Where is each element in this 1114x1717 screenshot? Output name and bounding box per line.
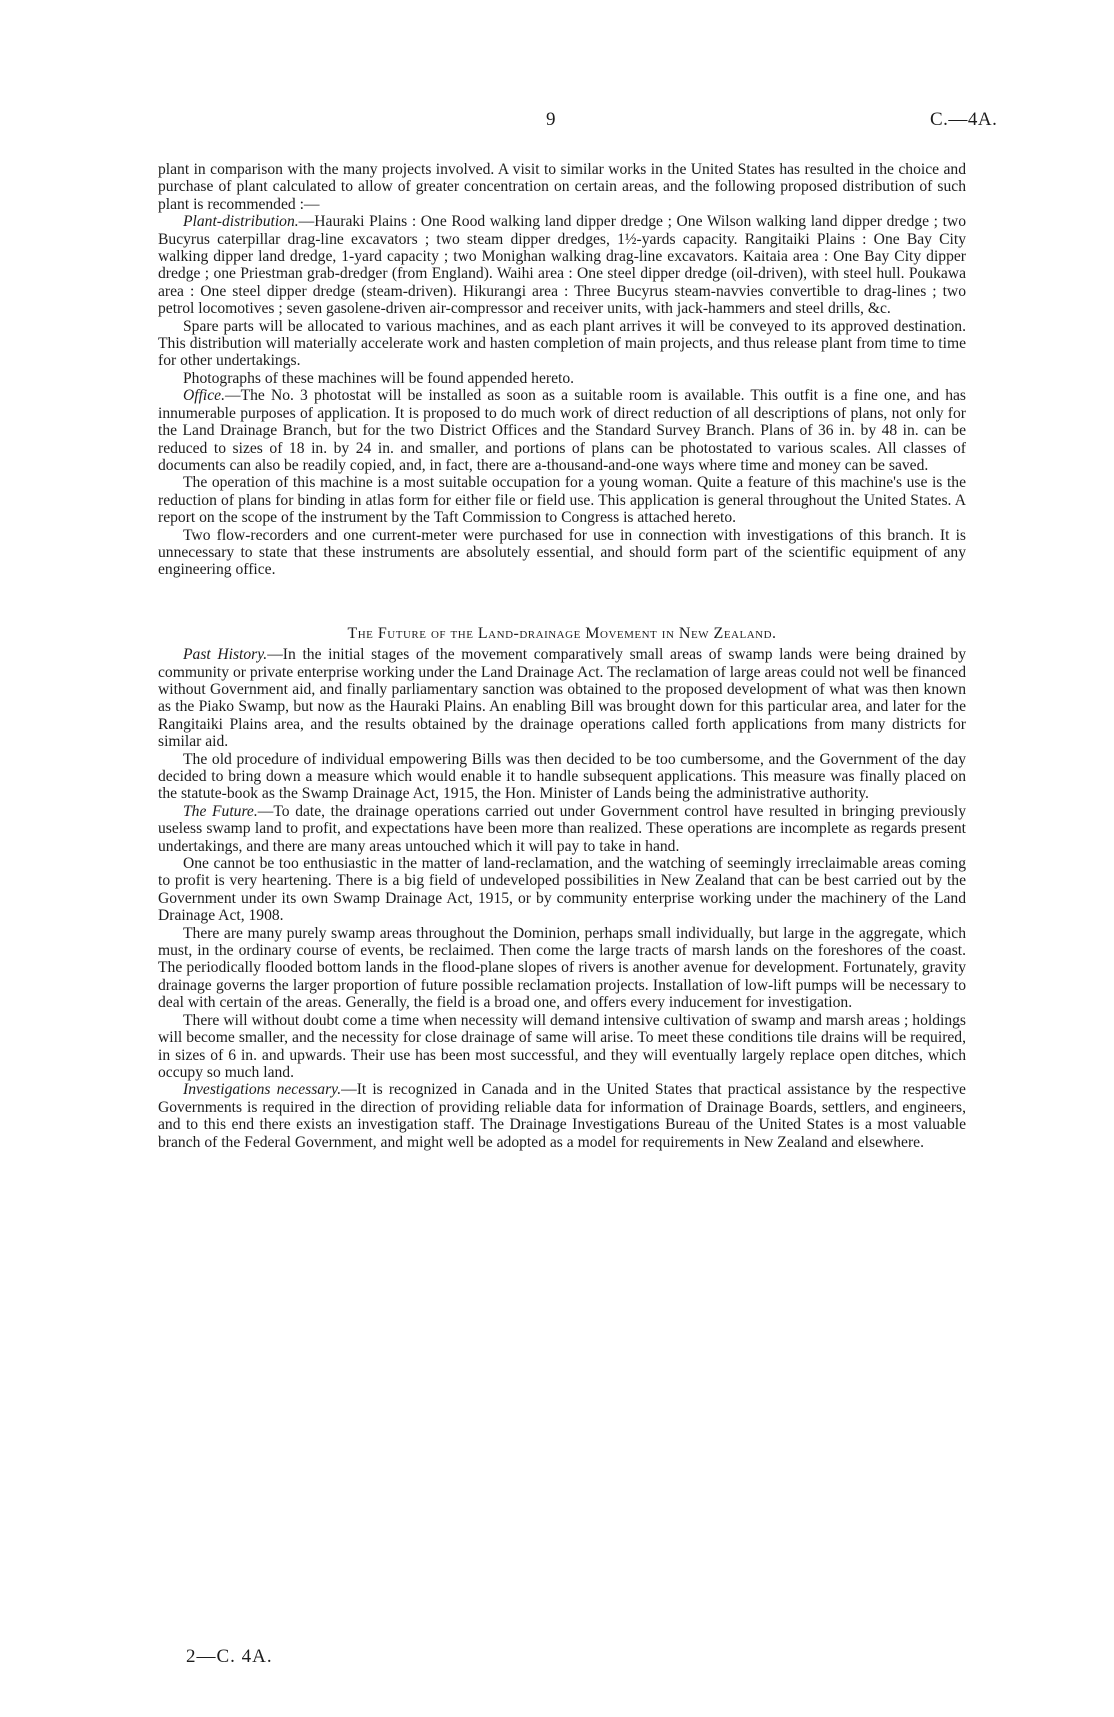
footer-signature: 2—C. 4A. <box>186 1646 273 1667</box>
plant-distribution-label: Plant-distribution. <box>183 213 299 231</box>
section-heading: The Future of the Land-drainage Movement in New Zealand. <box>347 624 777 642</box>
paragraph-past-history <box>158 646 966 750</box>
paragraph-office <box>158 387 966 474</box>
paragraph-swamp-areas: There are many purely swamp areas throughout the Dominion, perhaps small individually, but large in the aggregate, which must, in the ordinary course of events, be reclaimed. Then come the large tracts of marsh lands on the foreshores of the coast. The periodically flooded bottom lands in the flood-plane slopes of rivers is another avenue for development. Fortunately, gravity drainage governs the larger proportion of future possible reclamation projects. Installation of low-lift pumps will be necessary to deal with certain of the areas. Generally, the field is a broad one, and offers every inducement for investigation. <box>158 924 966 1012</box>
paragraph-spare-parts: Spare parts will be allocated to various machines, and as each plant arrives it will be conveyed to its approved destination. This distribution will materially accelerate work and hasten completion of main projects, and thus release plant from time to time for other undertakings. <box>158 317 966 370</box>
plant-distribution-text: —Hauraki Plains : One Rood walking land dipper dredge ; One Wilson walking land dipper dredge ; two Bucyrus caterpillar drag-line excavators ; two steam dipper dredges, 1½-yards capacity. Rangitaiki Plains : One Bay City walking dipper land dredge, 1-yard capacity ; two Monighan walking drag-line excavators. Kaitaia area : One Bay City dipper dredge ; one Priestman grab-dredger (from England). Waihi area : One steel dipper dredge (oil-driven), with steel hull. Poukawa area : One steel dipper dredge (steam-driven). Hikurangi area : Three Bucyrus steam-navvies convertible to drag-lines ; two petrol locomotives ; seven gasolene-driven air-compressor and receiver units, with jack-hammers and steel drills, &c. <box>158 213 966 318</box>
paragraph-machine-operation: The operation of this machine is a most suitable occupation for a young woman. Quite a feature of this machine's use is the reduction of plans for binding in atlas form for either file or field use. This application is general throughout the United States. A report on the scope of the instrument by the Taft Commission to Congress is attached hereto. <box>158 474 966 527</box>
investigations-text: —It is recognized in Canada and in the United States that practical assistance by the respective Governments is required in the direction of providing reliable data for information of Drainage Boards, settlers, and engineers, and to this end there exists an investigation staff. The Drainage Investigations Bureau of the United States is a most valuable branch of the Federal Government, and might well be adopted as a model for requirements in New Zealand and elsewhere. <box>158 1081 966 1151</box>
paragraph-plant-distribution <box>158 213 966 317</box>
the-future-text: —To date, the drainage operations carried out under Government control have resulted in bringing previously useless swamp land to profit, and expectations have been more than realized. These operations are incomplete as regards present undertakings, and there are many areas untouched which it will pay to take in hand. <box>158 802 966 855</box>
office-text: —The No. 3 photostat will be installed as soon as a suitable room is available. This outfit is a fine one, and has innumerable purposes of application. It is proposed to do much work of direct reduction of all descriptions of plans, not only for the Land Drainage Branch, but for the two District Offices and the Standard Survey Branch. Plans of 36 in. by 48 in. can be reduced to sizes of 18 in. by 24 in. and smaller, and portions of plans can be photostated to various scales. All classes of documents can also be readily copied, and, in fact, there are a-thousand-and-one ways where time and money can be saved. <box>158 387 966 474</box>
paragraph-the-future <box>158 803 966 855</box>
section-gap <box>158 579 966 625</box>
paragraph-enthusiasm: One cannot be too enthusiastic in the matter of land-reclamation, and the watching of seemingly irreclaimable areas coming to profit is very heartening. There is a big field of undeveloped possibilities in New Zealand that can be best carried out by the Government under its own Swamp Drainage Act, 1915, or by community enterprise working under the machinery of the Land Drainage Act, 1908. <box>158 855 966 925</box>
past-history-text: —In the initial stages of the movement comparatively small areas of swamp lands were being drained by community or private enterprise working under the Land Drainage Act. The reclamation of large areas could not well be financed without Government aid, and finally parliamentary sanction was obtained to the proposed development of what was then known as the Piako Swamp, but now as the Hauraki Plains. An enabling Bill was brought down for this particular area, and later for the Rangitaiki Plains area, and the results obtained by the drainage operations called forth applications from many districts for similar aid. <box>158 646 966 751</box>
page-number: 9 <box>546 109 556 130</box>
past-history-label: Past History. <box>183 646 268 664</box>
office-label: Office. <box>183 387 225 405</box>
investigations-label: Investigations necessary. <box>183 1081 342 1099</box>
paragraph-plant-comparison: plant in comparison with the many projects involved. A visit to similar works in the United States has resulted in the choice and purchase of plant calculated to allow of greater concentration on certain areas, and the following proposed distribution of such plant is recommended :— <box>158 161 966 213</box>
document-body <box>158 161 966 1151</box>
the-future-label: The Future. <box>183 802 258 820</box>
paragraph-intensive-cultivation: There will without doubt come a time when necessity will demand intensive cultivation of swamp and marsh areas ; holdings will become smaller, and the necessity for close drainage of same will arise. To meet these conditions tile drains will be required, in sizes of 6 in. and upwards. Their use has been most successful, and they will eventually largely replace open ditches, which occupy so much land. <box>158 1011 966 1081</box>
paragraph-flow-recorders: Two flow-recorders and one current-meter were purchased for use in connection with investigations of this branch. It is unnecessary to state that these instruments are absolutely essential, and should form part of the scientific equipment of any engineering office. <box>158 526 966 579</box>
paragraph-photographs: Photographs of these machines will be found appended hereto. <box>183 369 575 387</box>
paragraph-investigations <box>158 1081 966 1151</box>
document-reference: C.—4A. <box>930 109 998 130</box>
paragraph-old-procedure: The old procedure of individual empowering Bills was then decided to be too cumbersome, and the Government of the day decided to bring down a measure which would enable it to handle subsequent applications. This measure was finally placed on the statute-book as the Swamp Drainage Act, 1915, the Hon. Minister of Lands being the administrative authority. <box>158 750 966 803</box>
